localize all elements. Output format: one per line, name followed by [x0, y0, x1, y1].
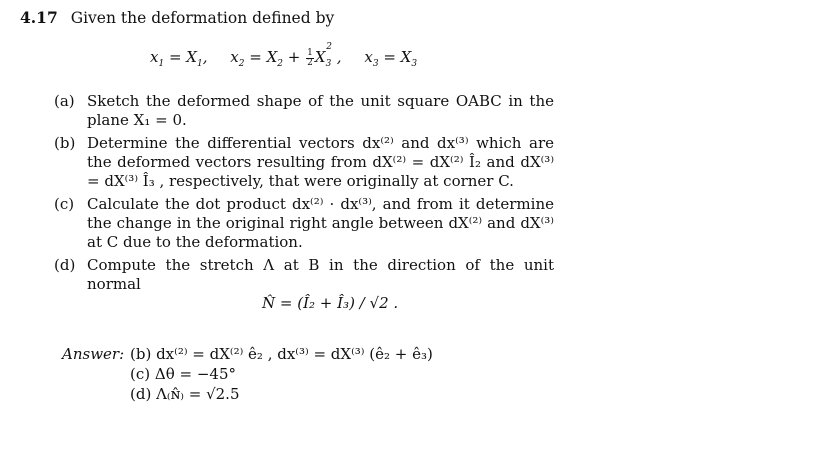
part-b — [54, 134, 554, 191]
part-d — [54, 256, 554, 294]
part-label: (c) — [54, 195, 75, 213]
answer-d-row — [62, 384, 433, 404]
part-label: (b) — [54, 134, 76, 152]
part-label: (a) — [54, 92, 75, 110]
answer-b-row — [62, 344, 433, 364]
equation-x2: $x_2 = X_2$ + $\frac{1}{2}$ $X_3^2$ , — [230, 42, 342, 69]
part-label: (d) — [54, 256, 76, 274]
answer-block — [62, 344, 433, 404]
equation-x1: $x_1 = X_1$, — [150, 48, 208, 69]
answer-b: (b) dx⁽²⁾ = dX⁽²⁾ ê₂ , dx⁽³⁾ = dX⁽³⁾ (ê₂ + ê₃) — [130, 345, 433, 363]
problem-heading — [20, 8, 334, 27]
answer-d: (d) Λ₍ɴ̂₎ = √2.5 — [130, 385, 240, 403]
problem-title: Given the deformation defined by — [70, 9, 335, 27]
part-a — [54, 92, 554, 130]
answer-lead: Answer: — [62, 345, 125, 363]
answer-c-row — [62, 364, 433, 384]
part-text: Determine the differential vectors dx⁽²⁾ and dx⁽³⁾ which are the deformed vectors resulting from dX⁽²⁾ = dX⁽²⁾ Î₂ and dX⁽³⁾ = dX⁽³⁾ Î₃ , respectively, that were originally at corner C. — [87, 134, 554, 190]
unit-normal-equation: N̂ = (Î₂ + Î₃) / √2 . — [262, 294, 399, 312]
problem-parts — [54, 92, 554, 298]
problem-number: 4.17 — [20, 8, 58, 27]
part-text: Sketch the deformed shape of the unit square OABC in the plane X₁ = 0. — [87, 92, 554, 129]
equation-x3: $x_3 = X_3$ — [364, 48, 418, 69]
deformation-equation — [150, 42, 435, 69]
part-c — [54, 195, 554, 252]
part-text: Compute the stretch Λ at B in the direction of the unit normal — [87, 256, 554, 293]
part-text: Calculate the dot product dx⁽²⁾ · dx⁽³⁾, and from it determine the change in the original right angle between dX⁽²⁾ and dX⁽³⁾ at C due to the deformation. — [87, 195, 554, 251]
answer-c: (c) Δθ = −45° — [130, 365, 236, 383]
